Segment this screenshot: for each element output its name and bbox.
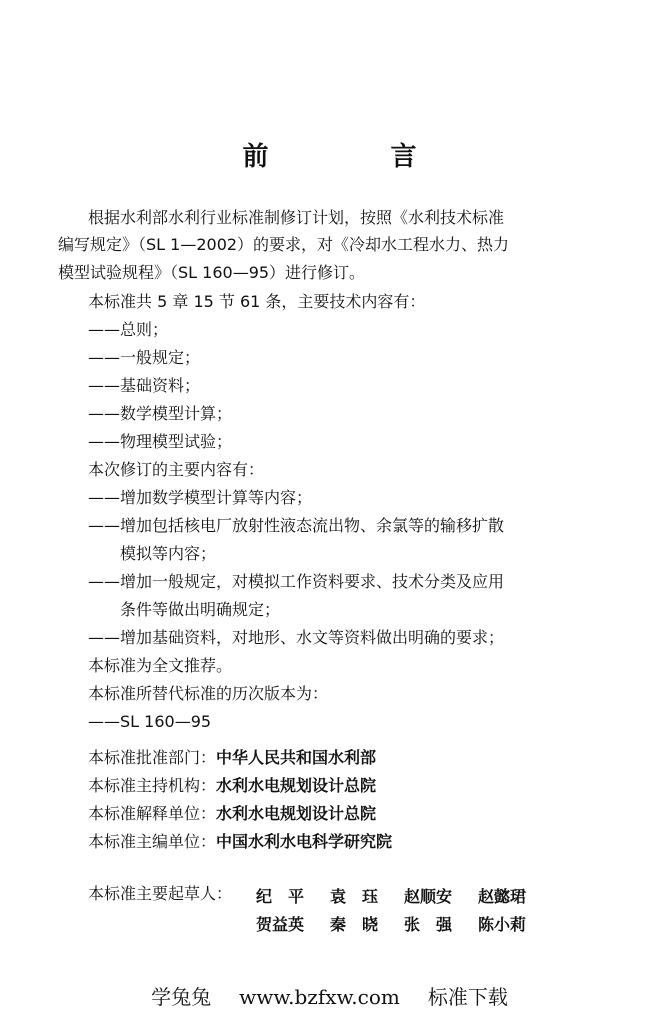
revision-heading: 本次修订的主要内容有： — [88, 460, 265, 479]
authority-row — [88, 748, 376, 768]
contents-item: ——总则； — [88, 320, 169, 339]
intro-line-3: 模型试验规程》（SL 160—95）进行修订。 — [58, 263, 366, 282]
authority-value: 中国水利水电科学研究院 — [216, 832, 393, 851]
footer-left: 学兔兔 — [151, 985, 212, 1009]
authority-label: 本标准解释单位： — [88, 804, 217, 823]
drafter-name: 袁 珏 — [330, 887, 379, 906]
revision-item-continued: 模拟等内容； — [120, 544, 217, 563]
authority-value: 水利水电规划设计总院 — [216, 804, 377, 823]
authority-value: 中华人民共和国水利部 — [216, 748, 377, 767]
authority-label: 本标准批准部门： — [88, 748, 217, 767]
authority-value: 水利水电规划设计总院 — [216, 776, 377, 795]
authority-row — [88, 804, 376, 824]
contents-heading: 本标准共 5 章 15 节 61 条，主要技术内容有： — [88, 292, 426, 311]
footer-url[interactable]: www.bzfxw.com — [239, 985, 400, 1009]
revision-item: ——增加基础资料，对地形、水文等资料做出明确的要求； — [88, 628, 505, 647]
contents-item: ——数学模型计算； — [88, 404, 233, 423]
contents-item: ——基础资料； — [88, 376, 201, 395]
recommendation: 本标准为全文推荐。 — [88, 656, 233, 675]
history-heading: 本标准所替代标准的历次版本为： — [88, 684, 329, 703]
drafter-name: 张 强 — [404, 915, 453, 934]
revision-item: ——增加一般规定，对模拟工作资料要求、技术分类及应用 — [88, 572, 505, 591]
drafters-label: 本标准主要起草人： — [88, 884, 233, 903]
authority-row — [88, 832, 392, 852]
authority-row — [88, 776, 376, 796]
page-title: 前 言 — [242, 142, 465, 172]
history-item: ——SL 160—95 — [88, 712, 212, 731]
drafter-name: 秦 晓 — [330, 915, 379, 934]
drafter-name: 陈小莉 — [478, 915, 527, 934]
intro-line-2: 编写规定》（SL 1—2002）的要求，对《冷却水工程水力、热力 — [58, 235, 510, 254]
revision-item: ——增加数学模型计算等内容； — [88, 488, 313, 507]
authority-label: 本标准主编单位： — [88, 832, 217, 851]
revision-item-continued: 条件等做出明确规定； — [120, 600, 281, 619]
contents-item: ——一般规定； — [88, 348, 201, 367]
revision-item: ——增加包括核电厂放射性液态流出物、余氯等的输移扩散 — [88, 516, 505, 535]
intro-line-1: 根据水利部水利行业标准制修订计划，按照《水利技术标准 — [88, 208, 505, 227]
footer-right: 标准下载 — [427, 985, 508, 1009]
authority-label: 本标准主持机构： — [88, 776, 217, 795]
footer-watermark — [0, 981, 659, 1010]
drafter-name: 赵顺安 — [404, 887, 453, 906]
contents-item: ——物理模型试验； — [88, 432, 233, 451]
drafter-name: 赵懿珺 — [478, 887, 527, 906]
drafter-name: 纪 平 — [256, 887, 305, 906]
drafter-name: 贺益英 — [256, 915, 305, 934]
